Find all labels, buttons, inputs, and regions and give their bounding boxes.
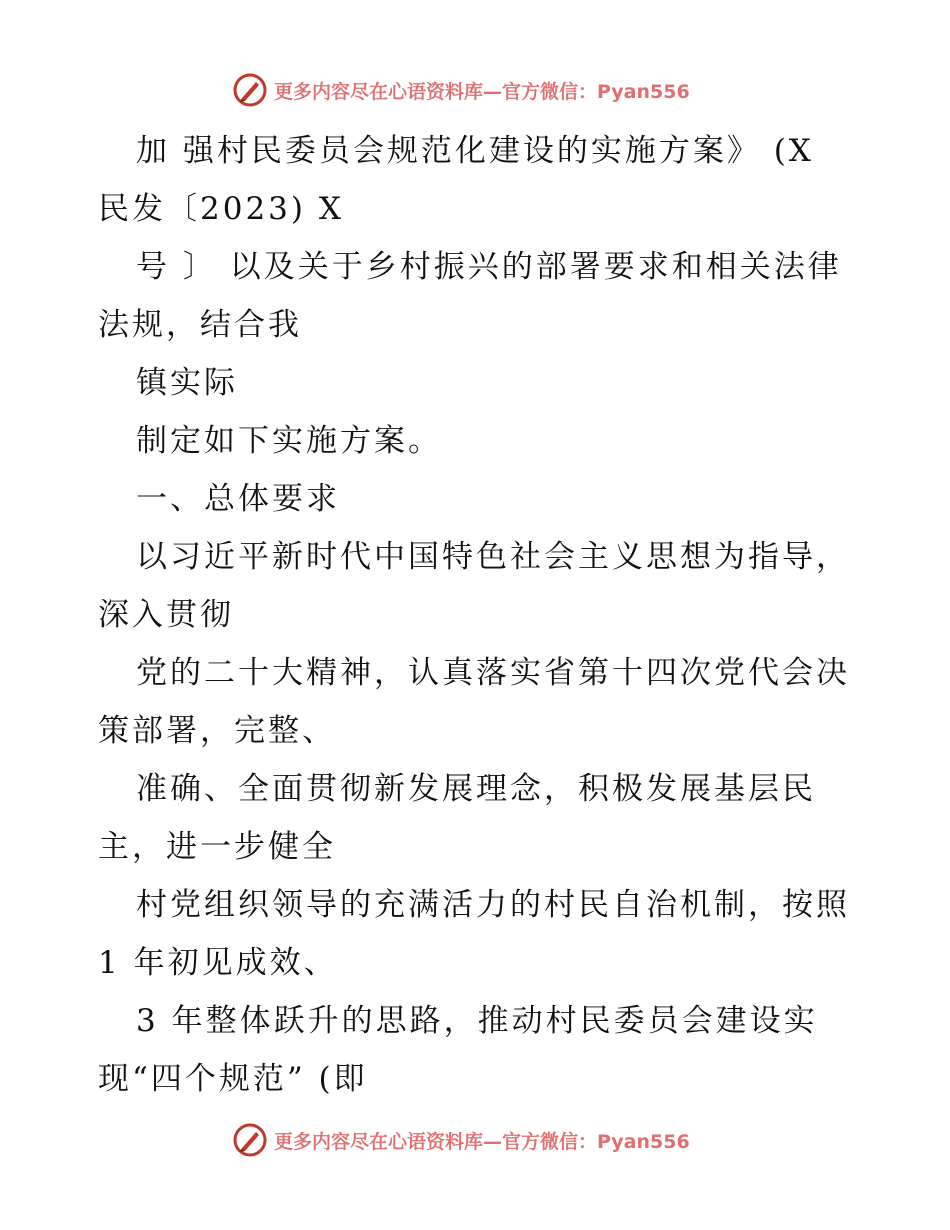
paragraph-line: 准确、全面贯彻新发展理念，积极发展基层民 [136,771,816,807]
watermark-text: 更多内容尽在心语资料库—官方微信：Pyan556 [274,1130,690,1153]
red-pen-seal-icon [232,72,268,108]
paragraph-line: 现“四个规范” (即 [98,1061,368,1097]
red-pen-seal-icon [232,1122,268,1158]
paragraph-line: 村党组织领导的充满活力的村民自治机制，按照 [136,887,850,923]
paragraph-line: 民发〔2023) X [98,191,344,227]
paragraph-line: 加 强村民委员会规范化建设的实施方案》 (X [136,133,814,169]
paragraph-line: 以习近平新时代中国特色社会主义思想为指导， [136,539,850,575]
watermark-text: 更多内容尽在心语资料库—官方微信：Pyan556 [274,80,690,103]
paragraph-line: 策部署，完整、 [98,713,336,749]
paragraph-line: 1 年初见成效、 [98,945,338,981]
section-heading: 一、总体要求 [136,481,340,517]
paragraph-line: 号 〕 以及关于乡村振兴的部署要求和相关法律 [136,249,842,285]
paragraph-line: 主，进一步健全 [98,829,336,865]
paragraph-line: 法规，结合我 [98,307,302,343]
paragraph-line: 镇实际 [136,365,238,401]
paragraph-line: 深入贯彻 [98,597,234,633]
watermark-header [232,70,732,110]
paragraph-line: 党的二十大精神，认真落实省第十四次党代会决 [136,655,850,691]
paragraph-line: 3 年整体跃升的思路，推动村民委员会建设实 [136,1003,818,1039]
document-body [98,122,858,1108]
watermark-footer [232,1120,732,1160]
paragraph-line: 制定如下实施方案。 [136,423,442,459]
